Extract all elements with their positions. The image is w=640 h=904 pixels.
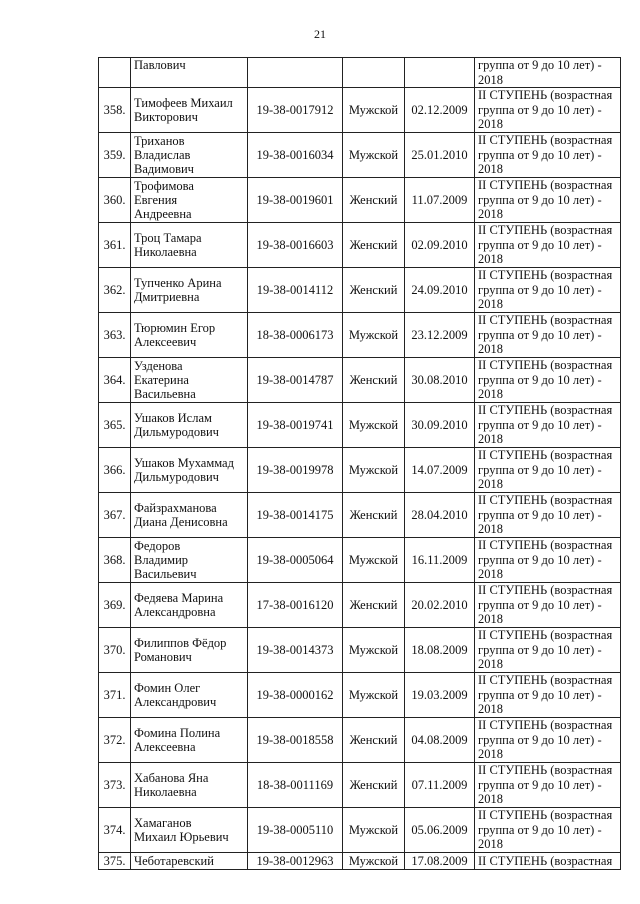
stage-line: группа от 9 до 10 лет) - — [478, 462, 602, 477]
participant-sex: Женский — [343, 178, 405, 223]
participant-name — [131, 358, 248, 403]
stage-line: II СТУПЕНЬ (возрастная — [478, 808, 613, 823]
name-line: Тюрюмин Егор — [134, 321, 216, 335]
participant-name — [131, 583, 248, 628]
participant-sex: Мужской — [343, 538, 405, 583]
participant-id: 19-38-0016603 — [248, 223, 343, 268]
participant-name — [131, 133, 248, 178]
table-row — [99, 403, 621, 448]
birth-date — [405, 58, 475, 88]
name-line: Фомина Полина — [134, 726, 221, 740]
participant-id: 18-38-0006173 — [248, 313, 343, 358]
name-line: Трофимова — [134, 179, 194, 193]
birth-date: 02.09.2010 — [405, 223, 475, 268]
stage-line: II СТУПЕНЬ (возрастная — [478, 493, 613, 508]
stage-line: II СТУПЕНЬ (возрастная — [478, 178, 613, 193]
table-row — [99, 358, 621, 403]
participant-name — [131, 223, 248, 268]
stage-line: 2018 — [478, 162, 503, 177]
name-line: Дмитриевна — [134, 290, 200, 304]
stage-line: 2018 — [478, 567, 503, 582]
participant-sex: Женский — [343, 268, 405, 313]
name-line: Федоров — [134, 539, 181, 553]
stage-line: II СТУПЕНЬ (возрастная — [478, 403, 613, 418]
table-row — [99, 178, 621, 223]
birth-date: 07.11.2009 — [405, 763, 475, 808]
stage-line: 2018 — [478, 792, 503, 807]
name-line: Файзрахманова — [134, 501, 217, 515]
stage-line: группа от 9 до 10 лет) - — [478, 507, 602, 522]
gto-stage — [475, 538, 621, 583]
gto-stage — [475, 493, 621, 538]
name-line: Тимофеев Михаил — [134, 96, 233, 110]
row-number: 366. — [99, 448, 131, 493]
participant-sex: Мужской — [343, 133, 405, 178]
gto-stage — [475, 448, 621, 493]
row-number: 364. — [99, 358, 131, 403]
birth-date: 25.01.2010 — [405, 133, 475, 178]
participant-id: 19-38-0019978 — [248, 448, 343, 493]
stage-line: группа от 9 до 10 лет) - — [478, 237, 602, 252]
name-line: Евгения — [134, 193, 178, 207]
participant-id: 19-38-0005110 — [248, 808, 343, 853]
stage-line: II СТУПЕНЬ (возрастная — [478, 763, 613, 778]
gto-stage — [475, 133, 621, 178]
gto-stage — [475, 673, 621, 718]
gto-stage — [475, 718, 621, 763]
birth-date: 23.12.2009 — [405, 313, 475, 358]
participant-sex: Женский — [343, 583, 405, 628]
table-row — [99, 718, 621, 763]
birth-date: 02.12.2009 — [405, 88, 475, 133]
participant-id: 19-38-0012963 — [248, 853, 343, 870]
participant-name — [131, 313, 248, 358]
participant-name — [131, 718, 248, 763]
page-number: 21 — [314, 27, 326, 41]
name-line: Павлович — [134, 58, 186, 72]
birth-date: 17.08.2009 — [405, 853, 475, 870]
participant-sex: Мужской — [343, 403, 405, 448]
stage-line: группа от 9 до 10 лет) - — [478, 417, 602, 432]
table-row — [99, 223, 621, 268]
name-line: Андреевна — [134, 207, 192, 221]
row-number: 370. — [99, 628, 131, 673]
gto-stage — [475, 583, 621, 628]
stage-line: группа от 9 до 10 лет) - — [478, 147, 602, 162]
stage-line: 2018 — [478, 387, 503, 402]
row-number: 365. — [99, 403, 131, 448]
stage-line: II СТУПЕНЬ (возрастная — [478, 133, 613, 148]
table-row — [99, 808, 621, 853]
name-line: Алексеевич — [134, 335, 197, 349]
row-number: 362. — [99, 268, 131, 313]
stage-line: 2018 — [478, 342, 503, 357]
name-line: Васильевич — [134, 567, 197, 581]
stage-line: 2018 — [478, 702, 503, 717]
name-line: Николаевна — [134, 785, 197, 799]
table-row — [99, 493, 621, 538]
gto-stage — [475, 808, 621, 853]
name-line: Александрович — [134, 695, 217, 709]
participant-sex: Женский — [343, 358, 405, 403]
participant-id: 19-38-0005064 — [248, 538, 343, 583]
name-line: Федяева Марина — [134, 591, 224, 605]
table-row — [99, 448, 621, 493]
participant-name — [131, 673, 248, 718]
stage-line: 2018 — [478, 117, 503, 132]
participant-sex: Женский — [343, 493, 405, 538]
row-number — [99, 58, 131, 88]
participant-name — [131, 628, 248, 673]
participant-id: 19-38-0000162 — [248, 673, 343, 718]
participants-table — [98, 57, 621, 870]
participant-sex: Женский — [343, 718, 405, 763]
stage-line: группа от 9 до 10 лет) - — [478, 597, 602, 612]
stage-line: II СТУПЕНЬ (возрастная — [478, 88, 613, 103]
gto-stage — [475, 223, 621, 268]
table-row — [99, 268, 621, 313]
stage-line: 2018 — [478, 252, 503, 267]
gto-stage — [475, 853, 621, 870]
name-line: Александровна — [134, 605, 216, 619]
participant-id: 19-38-0014787 — [248, 358, 343, 403]
participant-name — [131, 178, 248, 223]
gto-stage — [475, 268, 621, 313]
participant-id: 19-38-0014112 — [248, 268, 343, 313]
participant-name — [131, 403, 248, 448]
stage-line: II СТУПЕНЬ (возрастная — [478, 223, 613, 238]
stage-line: группа от 9 до 10 лет) - — [478, 327, 602, 342]
participant-id: 19-38-0014373 — [248, 628, 343, 673]
stage-line: II СТУПЕНЬ (возрастная — [478, 583, 613, 598]
participant-name — [131, 448, 248, 493]
participant-sex: Мужской — [343, 628, 405, 673]
stage-line: группа от 9 до 10 лет) - — [478, 822, 602, 837]
gto-stage — [475, 178, 621, 223]
stage-line: группа от 9 до 10 лет) - — [478, 642, 602, 657]
gto-stage — [475, 88, 621, 133]
table-row — [99, 763, 621, 808]
participant-sex: Мужской — [343, 448, 405, 493]
participant-name — [131, 763, 248, 808]
birth-date: 30.09.2010 — [405, 403, 475, 448]
stage-line: II СТУПЕНЬ (возрастная — [478, 268, 613, 283]
row-number: 367. — [99, 493, 131, 538]
name-line: Дильмуродович — [134, 470, 219, 484]
gto-stage — [475, 313, 621, 358]
table-row — [99, 673, 621, 718]
birth-date: 18.08.2009 — [405, 628, 475, 673]
row-number: 360. — [99, 178, 131, 223]
table-row — [99, 583, 621, 628]
name-line: Викторович — [134, 110, 198, 124]
name-line: Васильевна — [134, 387, 196, 401]
stage-line: 2018 — [478, 837, 503, 852]
stage-line: группа от 9 до 10 лет) - — [478, 192, 602, 207]
birth-date: 19.03.2009 — [405, 673, 475, 718]
stage-line: II СТУПЕНЬ (возрастная — [478, 358, 613, 373]
birth-date: 11.07.2009 — [405, 178, 475, 223]
participant-sex: Женский — [343, 223, 405, 268]
participant-id: 18-38-0011169 — [248, 763, 343, 808]
name-line: Романович — [134, 650, 192, 664]
participant-sex: Мужской — [343, 853, 405, 870]
participant-sex: Мужской — [343, 313, 405, 358]
stage-line: 2018 — [478, 297, 503, 312]
table-row — [99, 538, 621, 583]
participant-sex: Мужской — [343, 808, 405, 853]
stage-line: 2018 — [478, 477, 503, 492]
participant-id: 19-38-0019601 — [248, 178, 343, 223]
name-line: Екатерина — [134, 373, 189, 387]
stage-line: II СТУПЕНЬ (возрастная — [478, 538, 613, 553]
participant-sex — [343, 58, 405, 88]
table-row-partial — [99, 853, 621, 870]
table-row — [99, 88, 621, 133]
participant-name — [131, 538, 248, 583]
row-number: 373. — [99, 763, 131, 808]
row-number: 369. — [99, 583, 131, 628]
gto-stage — [475, 763, 621, 808]
birth-date: 30.08.2010 — [405, 358, 475, 403]
participant-sex: Мужской — [343, 88, 405, 133]
name-line: Узденова — [134, 359, 183, 373]
name-line: Хабанова Яна — [134, 771, 209, 785]
table-row — [99, 628, 621, 673]
name-line: Михаил Юрьевич — [134, 830, 229, 844]
stage-line: 2018 — [478, 432, 503, 447]
participant-name — [131, 808, 248, 853]
stage-line: группа от 9 до 10 лет) - — [478, 687, 602, 702]
participant-name — [131, 268, 248, 313]
participant-id: 19-38-0018558 — [248, 718, 343, 763]
row-number: 359. — [99, 133, 131, 178]
stage-line: 2018 — [478, 72, 503, 87]
stage-line: II СТУПЕНЬ (возрастная — [478, 628, 613, 643]
row-number: 374. — [99, 808, 131, 853]
participant-sex: Женский — [343, 763, 405, 808]
name-line: Диана Денисовна — [134, 515, 228, 529]
participant-name — [131, 493, 248, 538]
participant-name — [131, 58, 248, 88]
table-row — [99, 313, 621, 358]
stage-line: 2018 — [478, 612, 503, 627]
stage-line: группа от 9 до 10 лет) - — [478, 102, 602, 117]
stage-line: группа от 9 до 10 лет) - — [478, 552, 602, 567]
name-line: Владимир — [134, 553, 189, 567]
participant-id: 19-38-0019741 — [248, 403, 343, 448]
stage-line: II СТУПЕНЬ (возрастная — [478, 448, 613, 463]
stage-line: 2018 — [478, 207, 503, 222]
row-number: 372. — [99, 718, 131, 763]
stage-line: II СТУПЕНЬ (возрастная — [478, 718, 613, 733]
participant-name — [131, 853, 248, 870]
name-line: Чеботаревский — [134, 854, 214, 868]
stage-line: 2018 — [478, 522, 503, 537]
gto-stage — [475, 628, 621, 673]
stage-line: группа от 9 до 10 лет) - — [478, 777, 602, 792]
gto-stage — [475, 358, 621, 403]
name-line: Хамаганов — [134, 816, 192, 830]
birth-date: 28.04.2010 — [405, 493, 475, 538]
row-number: 368. — [99, 538, 131, 583]
name-line: Триханов — [134, 134, 185, 148]
stage-line: 2018 — [478, 657, 503, 672]
gto-stage — [475, 403, 621, 448]
participant-id: 19-38-0016034 — [248, 133, 343, 178]
name-line: Филиппов Фёдор — [134, 636, 227, 650]
stage-line: II СТУПЕНЬ (возрастная — [478, 673, 613, 688]
stage-line: II СТУПЕНЬ (возрастная — [478, 853, 613, 868]
row-number: 363. — [99, 313, 131, 358]
birth-date: 20.02.2010 — [405, 583, 475, 628]
stage-line: 2018 — [478, 747, 503, 762]
name-line: Вадимович — [134, 162, 194, 176]
participant-id: 19-38-0014175 — [248, 493, 343, 538]
name-line: Дильмуродович — [134, 425, 219, 439]
stage-line: группа от 9 до 10 лет) - — [478, 58, 602, 72]
gto-stage — [475, 58, 621, 88]
row-number: 375. — [99, 853, 131, 870]
name-line: Ушаков Мухаммад — [134, 456, 234, 470]
birth-date: 04.08.2009 — [405, 718, 475, 763]
birth-date: 14.07.2009 — [405, 448, 475, 493]
table-row-continuation — [99, 58, 621, 88]
row-number: 371. — [99, 673, 131, 718]
stage-line: группа от 9 до 10 лет) - — [478, 732, 602, 747]
row-number: 361. — [99, 223, 131, 268]
participant-name — [131, 88, 248, 133]
stage-line: группа от 9 до 10 лет) - — [478, 282, 602, 297]
birth-date: 05.06.2009 — [405, 808, 475, 853]
name-line: Фомин Олег — [134, 681, 201, 695]
participant-sex: Мужской — [343, 673, 405, 718]
name-line: Троц Тамара — [134, 231, 202, 245]
participant-id: 17-38-0016120 — [248, 583, 343, 628]
birth-date: 16.11.2009 — [405, 538, 475, 583]
participant-id — [248, 58, 343, 88]
row-number: 358. — [99, 88, 131, 133]
name-line: Тупченко Арина — [134, 276, 222, 290]
stage-line: группа от 9 до 10 лет) - — [478, 372, 602, 387]
name-line: Владислав — [134, 148, 191, 162]
name-line: Ушаков Ислам — [134, 411, 212, 425]
birth-date: 24.09.2010 — [405, 268, 475, 313]
name-line: Николаевна — [134, 245, 197, 259]
participant-id: 19-38-0017912 — [248, 88, 343, 133]
stage-line: II СТУПЕНЬ (возрастная — [478, 313, 613, 328]
name-line: Алексеевна — [134, 740, 196, 754]
table-row — [99, 133, 621, 178]
